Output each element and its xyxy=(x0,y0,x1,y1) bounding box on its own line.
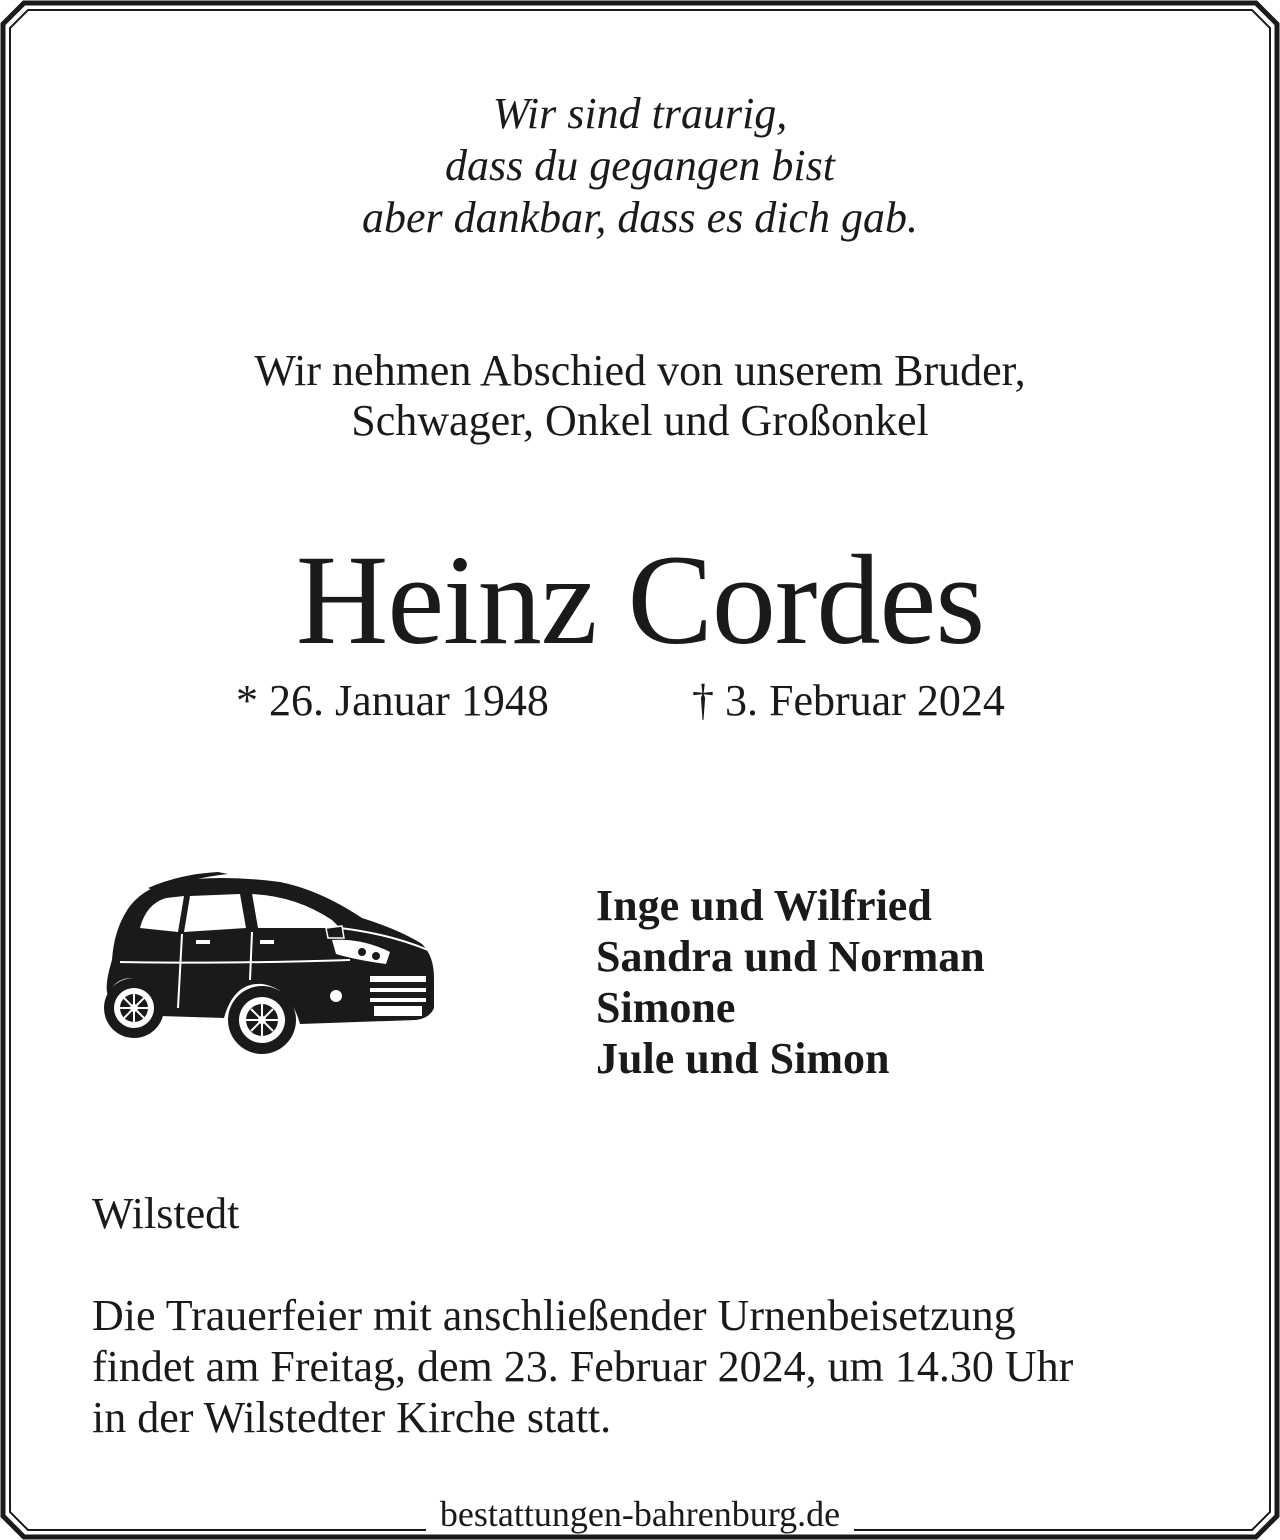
car-icon xyxy=(100,868,440,1058)
mourner: Inge und Wilfried xyxy=(596,881,932,930)
mourner: Sandra und Norman xyxy=(596,932,985,981)
service-info xyxy=(92,1290,1073,1443)
service-line: findet am Freitag, dem 23. Februar 2024, um 14.30 Uhr xyxy=(92,1342,1074,1391)
mourner: Jule und Simon xyxy=(596,1034,890,1083)
birth-date: * 26. Januar 1948 xyxy=(236,676,549,725)
poem-line: aber dankbar, dass es dich gab. xyxy=(361,193,919,242)
intro-text xyxy=(0,346,1280,446)
poem-line: Wir sind traurig, xyxy=(492,89,788,138)
intro-line: Schwager, Onkel und Großonkel xyxy=(351,396,929,445)
intro-line: Wir nehmen Abschied von unserem Bruder, xyxy=(254,346,1026,395)
mourners-list xyxy=(596,880,985,1084)
deceased-name: Heinz Cordes xyxy=(295,529,985,671)
place-name: Wilstedt xyxy=(92,1189,240,1238)
service-line: Die Trauerfeier mit anschließender Urnenbeisetzung xyxy=(92,1291,1016,1340)
death-date: † 3. Februar 2024 xyxy=(692,676,1005,725)
service-line: in der Wilstedter Kirche statt. xyxy=(92,1393,612,1442)
poem xyxy=(0,88,1280,244)
poem-line: dass du gegangen bist xyxy=(445,141,835,190)
footer-website xyxy=(0,1492,1280,1536)
mourner: Simone xyxy=(596,983,736,1032)
website-link[interactable]: bestattungen-bahrenburg.de xyxy=(426,1494,854,1534)
